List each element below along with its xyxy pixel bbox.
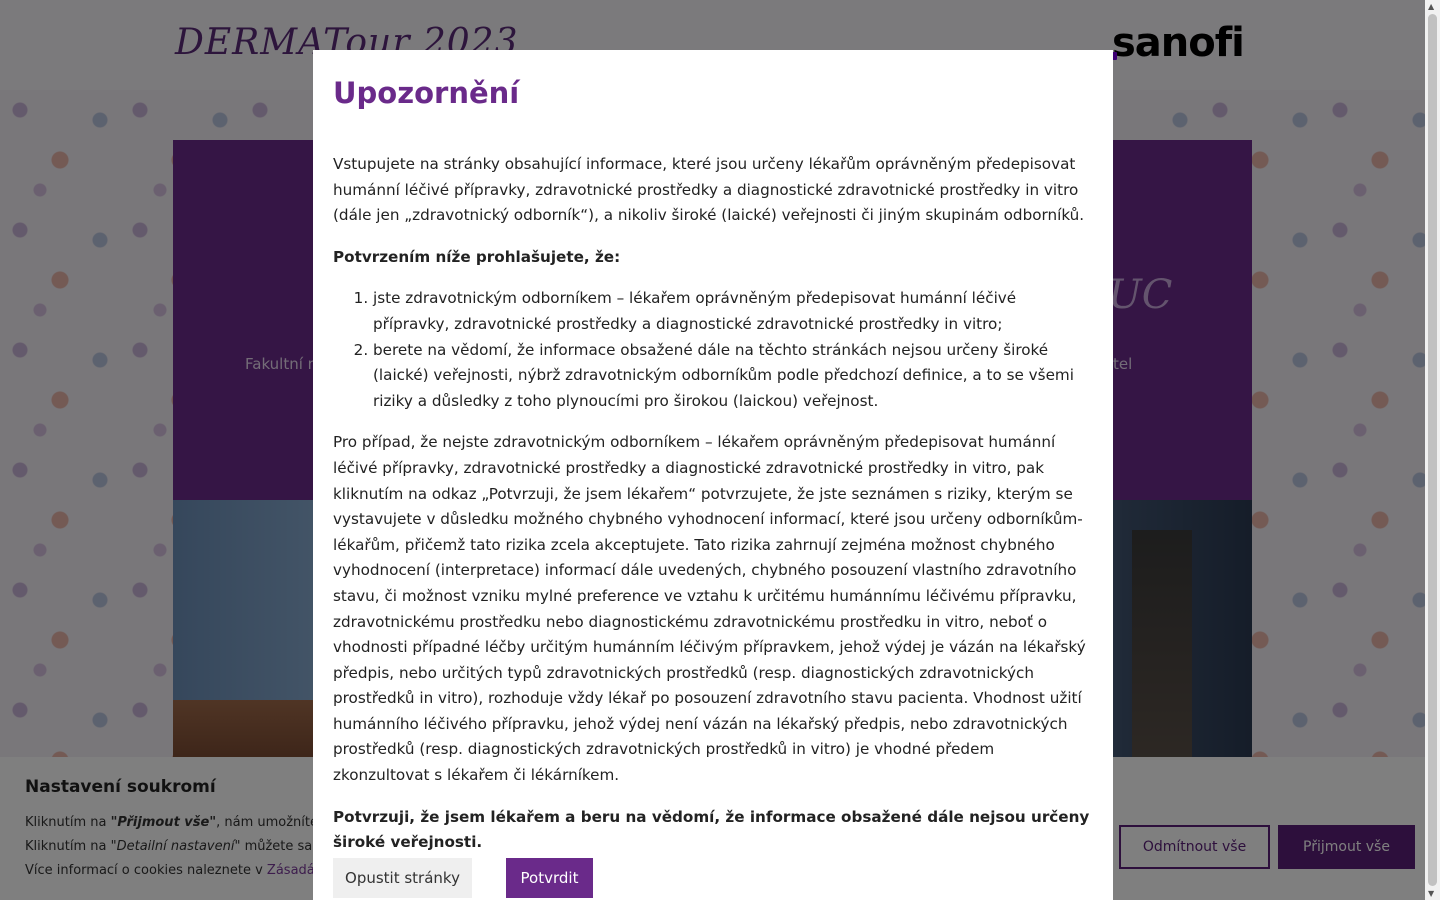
page-scrollbar[interactable] [1425,0,1440,900]
confirm-button[interactable]: Potvrdit [506,858,593,898]
scroll-up-icon[interactable]: ▲ [1428,2,1435,11]
modal-intro: Vstupujete na stránky obsahující informace, které jsou určeny lékařům oprávněným předepisovat humánní léčivé přípravky, zdravotnické prostředky a diagnostické zdravotnické prostředky in vitro (dále jen „zdravotnický odborník“), a nikoliv široké (laické) veřejnosti či jiným skupinám odborníků. [333,155,1085,225]
scrollbar-thumb[interactable] [1428,14,1437,886]
scroll-down-icon[interactable]: ▼ [1428,889,1435,898]
confirm-statement: Potvrzuji, že jsem lékařem a beru na vědomí, že informace obsažené dále nejsou určeny široké veřejnosti. [333,807,1090,852]
declaration-item: 2. berete na vědomí, že informace obsažené dále na těchto stránkách nejsou určeny široké (laické) veřejnosti, nýbrž zdravotnickým odborníkům podle předchozí definice, a to se všemi riziky a důsledky z toho plynoucími pro širokou (laickou) veřejnost. [373,338,1093,415]
modal-title: Upozornění [333,76,520,110]
warning-modal [313,50,1113,900]
declaration-item: 1. jste zdravotnickým odborníkem – lékařem oprávněným předepisovat humánní léčivé přípravky, zdravotnické prostředky a diagnostické zdravotnické prostředky in vitro; [373,286,1093,337]
risk-text: Pro případ, že nejste zdravotnickým odborníkem – lékařem oprávněným předepisovat humánní léčivé přípravky, zdravotnické prostředky a diagnostické zdravotnické prostředky in vitro, pak kliknutím na odkaz „Potvrzuji, že jsem lékařem“ potvrzujete, že jste seznámen s riziky, kterým se vystavujete v důsledku možného chybného vyhodnocení informací, které jsou určeny odborníkům-lékařům, přičemž tato rizika zcela akceptujete. Tato rizika zahrnují zejména možnost chybného vyhodnocení (interpretace) informací dále uvedených, chybného posouzení vlastního zdravotního stavu, či možnost vzniku mylné preference ve vztahu k určitému humánnímu léčivému přípravku, zdravotnickému prostředku nebo diagnostickému zdravotnickému prostředku in vitro, neboť o vhodnosti případné léčby určitým humánním léčivým přípravkem, jehož výdej je vázán na lékařský předpis, nebo určitých typů zdravotnických prostředků (resp. diagnostických zdravotnických prostředků in vitro), rozhoduje vždy lékař po posouzení zdravotního stavu pacienta. Vhodnost užití humánního léčivého přípravku, jehož výdej není vázán na lékařský předpis, nebo zdravotnických prostředků (resp. diagnostických zdravotnických prostředků in vitro) je vhodné předem zkonzultovat s lékařem či lékárníkem. [333,433,1086,785]
declaration-list [333,286,1093,414]
leave-site-button[interactable]: Opustit stránky [333,858,472,898]
declaration-heading: Potvrzením níže prohlašujete, že: [333,247,621,266]
